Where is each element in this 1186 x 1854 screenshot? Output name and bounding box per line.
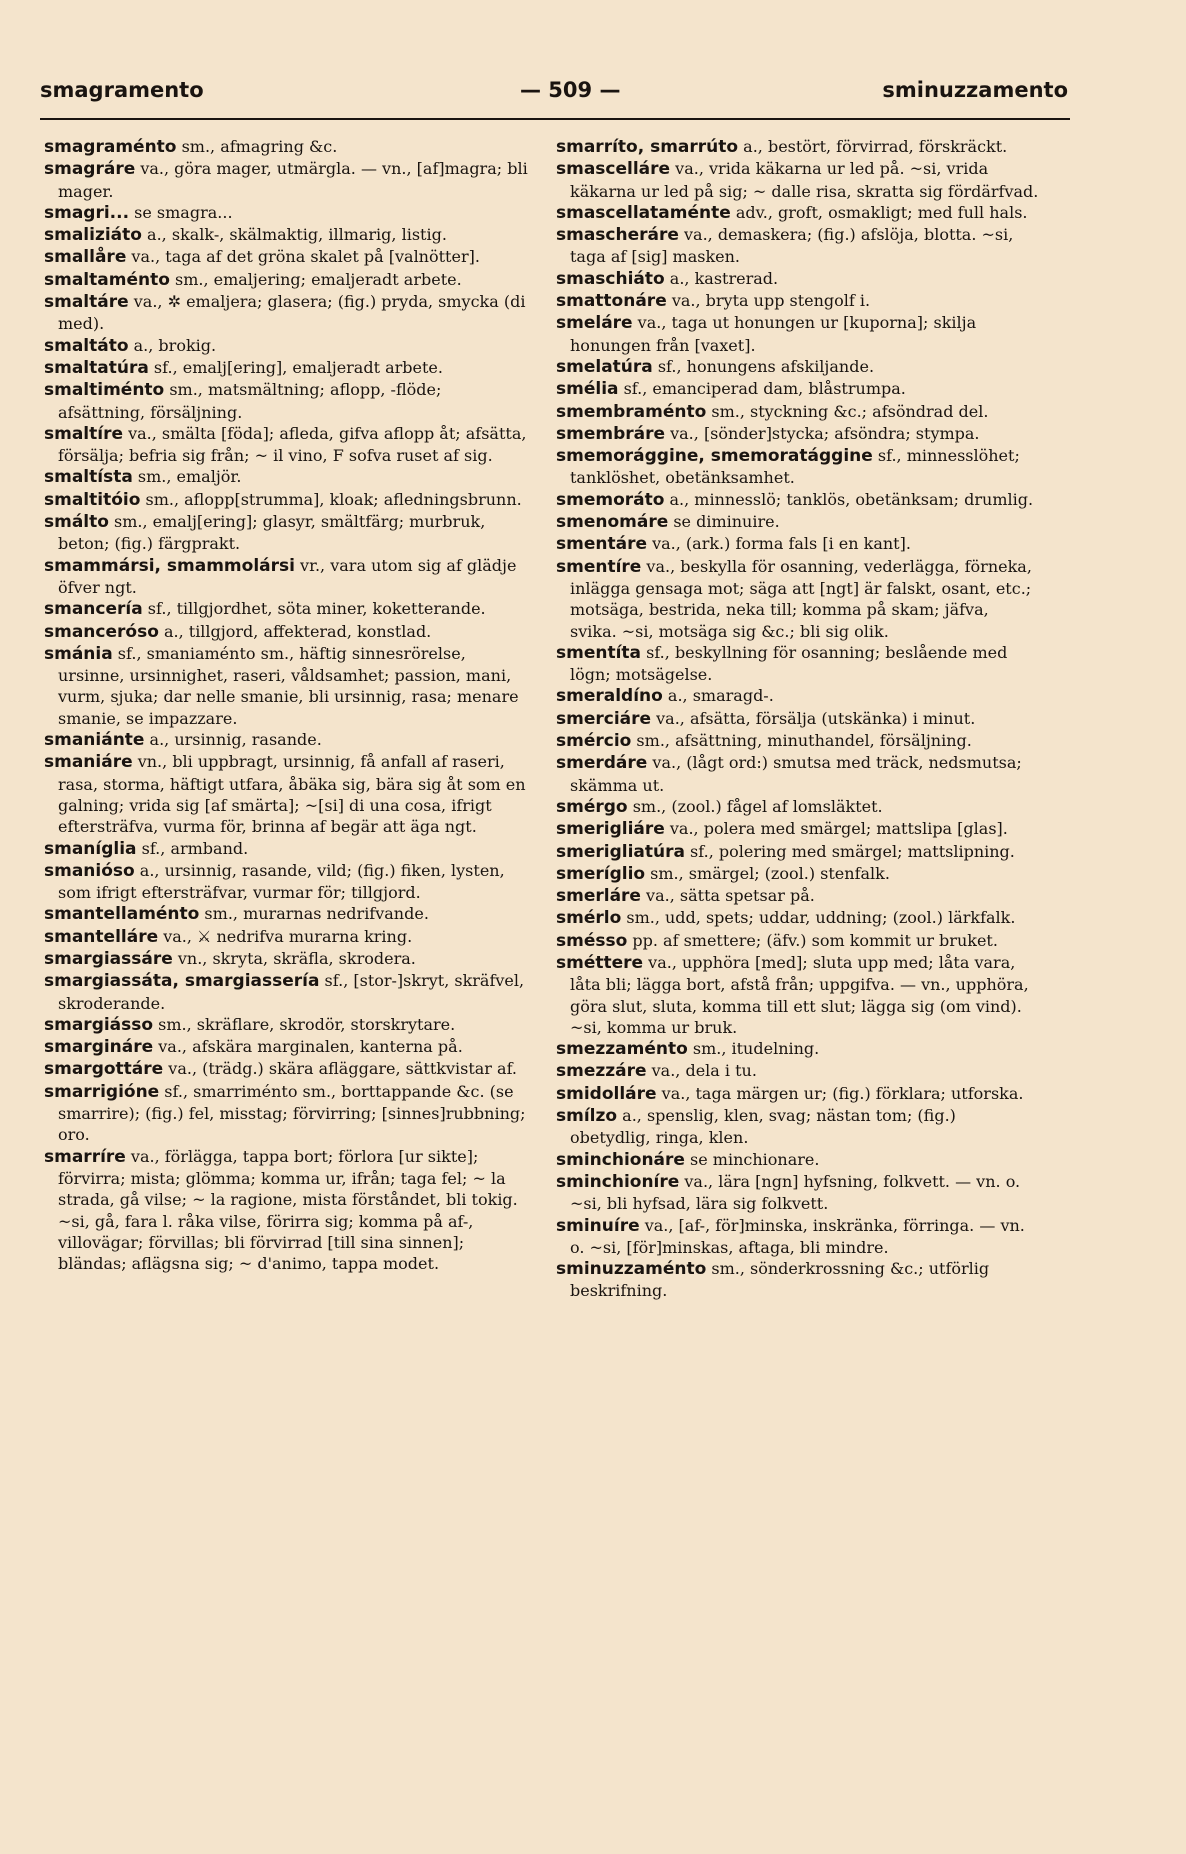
dictionary-entry bbox=[44, 423, 528, 467]
entry-definition: va., taga märgen ur; (fig.) förklara; utforska. bbox=[656, 1083, 1024, 1103]
entry-definition: sf., smaniaménto sm., häftig sinnesrörelse, ursinne, ursinnighet, raseri, våldsamhet; passion, mani, vurm, sjuka; dar nelle smanie, bli ursinnig, rasa; menare smanie, se impazzare. bbox=[58, 643, 519, 728]
dictionary-entry bbox=[44, 291, 528, 335]
dictionary-entry bbox=[556, 1215, 1040, 1259]
entry-headword: smerláre bbox=[556, 886, 641, 907]
entry-definition: va., (lågt ord:) smutsa med träck, nedsmutsa; skämma ut. bbox=[570, 753, 1022, 795]
entry-headword: smargiásso bbox=[44, 1014, 154, 1035]
entry-headword: smaltitóio bbox=[44, 489, 141, 510]
entry-definition: va., afskära marginalen, kanterna på. bbox=[153, 1037, 463, 1057]
entry-headword: smésso bbox=[556, 930, 628, 951]
entry-headword: smaníglia bbox=[44, 838, 137, 859]
dictionary-entry bbox=[556, 511, 1040, 533]
entry-definition: adv., groft, osmakligt; med full hals. bbox=[730, 202, 1028, 222]
entry-definition: sf., honungens afskiljande. bbox=[652, 356, 875, 376]
entry-definition: va., ✲ emaljera; glasera; (fig.) pryda, smycka (di med). bbox=[58, 292, 526, 334]
dictionary-entry bbox=[44, 1036, 528, 1058]
dictionary-entry bbox=[44, 1146, 528, 1275]
entry-headword: smerigliáre bbox=[556, 819, 665, 840]
dictionary-entry bbox=[44, 379, 528, 423]
dictionary-entry bbox=[556, 158, 1040, 202]
dictionary-entry bbox=[44, 466, 528, 488]
dictionary-entry bbox=[44, 136, 528, 158]
entry-definition: se minchionare. bbox=[684, 1149, 820, 1169]
dictionary-entry bbox=[556, 556, 1040, 642]
entry-definition: sf., emanciperad dam, blåstrumpa. bbox=[618, 379, 906, 399]
entry-headword: smezzaménto bbox=[556, 1039, 688, 1060]
entry-headword: smaltaménto bbox=[44, 269, 170, 290]
entry-definition: va., förlägga, tappa bort; förlora [ur sikte]; förvirra; mista; glömma; komma ur, ifrån; taga fel; ~ la strada, gå vilse; ~ la ragione, mista förståndet, bli tokig. ~si, gå, fara l. råka vilse, förirra sig; komma på af-, villovägar; förvillas; bli förvirrad [till sina sinnen]; bländas; aflägsna sig; ~ d'animo, tappa modet. bbox=[58, 1146, 518, 1274]
entry-definition: sm., itudelning. bbox=[687, 1039, 820, 1059]
dictionary-entry bbox=[556, 1060, 1040, 1082]
entry-definition: sm., (zool.) fågel af lomsläktet. bbox=[627, 796, 883, 816]
entry-definition: va., taga ut honungen ur [kuporna]; skilja honungen från [vaxet]. bbox=[570, 313, 977, 355]
entry-headword: smerigliatúra bbox=[556, 841, 685, 862]
entry-definition: sm., matsmältning; aflopp, -flöde; afsättning, försäljning. bbox=[58, 380, 442, 422]
dictionary-entry bbox=[44, 1058, 528, 1080]
entry-definition: a., skalk-, skälmaktig, illmarig, listig. bbox=[141, 225, 447, 245]
entry-headword: smantellaménto bbox=[44, 904, 200, 925]
dictionary-entry bbox=[44, 926, 528, 948]
entry-definition: sf., armband. bbox=[136, 838, 249, 858]
entry-headword: smeríglio bbox=[556, 863, 646, 884]
dictionary-entry bbox=[556, 796, 1040, 818]
entry-definition: va., (trädg.) skära afläggare, sättkvistar af. bbox=[163, 1059, 517, 1079]
entry-definition: sm., murarnas nedrifvande. bbox=[199, 904, 429, 924]
entry-headword: smaltísta bbox=[44, 467, 133, 488]
dictionary-entry bbox=[44, 224, 528, 246]
entry-definition: a., bestört, förvirrad, förskräckt. bbox=[738, 137, 1008, 156]
dictionary-entry bbox=[556, 489, 1040, 511]
entry-definition: sm., skräflare, skrodör, storskrytare. bbox=[153, 1014, 456, 1034]
entry-definition: sm., styckning &c.; afsöndrad del. bbox=[706, 401, 989, 421]
entry-definition: sm., udd, spets; uddar, uddning; (zool.) lärkfalk. bbox=[621, 908, 1016, 928]
dictionary-entry bbox=[556, 841, 1040, 863]
dictionary-entry bbox=[556, 290, 1040, 312]
dictionary-entry bbox=[556, 312, 1040, 356]
entry-headword: smérgo bbox=[556, 796, 628, 817]
entry-definition: a., ursinnig, rasande. bbox=[144, 730, 322, 750]
entry-headword: sminuzzaménto bbox=[556, 1259, 707, 1280]
dictionary-entry bbox=[556, 533, 1040, 555]
header-last-word: sminuzzamento bbox=[882, 78, 1068, 102]
dictionary-entry bbox=[556, 685, 1040, 707]
dictionary-entry bbox=[556, 1258, 1040, 1302]
entry-definition: vr., vara utom sig af glädje öfver ngt. bbox=[58, 555, 517, 597]
dictionary-entry bbox=[556, 378, 1040, 400]
dictionary-entry bbox=[44, 335, 528, 357]
entry-definition: va., taga af det gröna skalet på [valnötter]. bbox=[126, 247, 480, 267]
entry-definition: va., lära [ngn] hyfsning, folkvett. — vn. o. ~si, bli hyfsad, lära sig folkvett. bbox=[570, 1171, 1021, 1214]
entry-definition: va., afsätta, försälja (utskänka) i minut. bbox=[651, 708, 976, 728]
entry-headword: smérlo bbox=[556, 908, 622, 929]
entry-headword: smemorággine, smemoratággine bbox=[556, 446, 873, 467]
entry-headword: smeraldíno bbox=[556, 686, 663, 707]
dictionary-entry bbox=[44, 158, 528, 202]
dictionary-entry bbox=[556, 224, 1040, 268]
entry-headword: smílzo bbox=[556, 1106, 618, 1127]
entry-headword: smanceróso bbox=[44, 621, 159, 642]
entry-headword: smemoráto bbox=[556, 489, 665, 510]
dictionary-entry bbox=[556, 1083, 1040, 1105]
dictionary-entry bbox=[556, 445, 1040, 489]
dictionary-entry bbox=[556, 642, 1040, 686]
entry-definition: a., brokig. bbox=[128, 335, 217, 355]
entry-definition: sf., beskyllning för osanning; beslående med lögn; motsägelse. bbox=[570, 642, 1008, 685]
entry-headword: smaltatúra bbox=[44, 357, 149, 378]
entry-headword: smálto bbox=[44, 512, 109, 533]
entry-headword: smagráre bbox=[44, 159, 136, 180]
entry-headword: smezzáre bbox=[556, 1061, 647, 1082]
dictionary-entry bbox=[44, 269, 528, 291]
dictionary-entry bbox=[556, 1038, 1040, 1060]
entry-headword: smidolláre bbox=[556, 1083, 657, 1104]
entry-definition: pp. af smettere; (äfv.) som kommit ur bruket. bbox=[627, 930, 998, 950]
dictionary-entry bbox=[556, 136, 1040, 158]
header-rule bbox=[40, 118, 1070, 120]
entry-definition: va., demaskera; (fig.) afslöja, blotta. ~si, taga af [sig] masken. bbox=[570, 225, 1014, 267]
entry-definition: a., ursinnig, rasande, vild; (fig.) fiken, lysten, som ifrigt eftersträfvar, vurmar för; tillgjord. bbox=[58, 860, 505, 903]
entry-definition: vn., bli uppbragt, ursinnig, få anfall af raseri, rasa, storma, häftigt utfara, åbäka sig, bära sig åt som en galning; vrida sig [af smärta]; ~[si] di una cosa, ifrigt eftersträfva, vurma för, brinna af begär att äga ngt. bbox=[58, 752, 526, 837]
dictionary-entry bbox=[556, 423, 1040, 445]
page-number: — 509 — bbox=[520, 78, 621, 102]
dictionary-entry bbox=[44, 246, 528, 268]
entry-definition: a., smaragd-. bbox=[662, 686, 774, 706]
dictionary-entry bbox=[556, 818, 1040, 840]
entry-headword: smarríre bbox=[44, 1146, 126, 1167]
dictionary-entry bbox=[44, 598, 528, 620]
entry-headword: smércio bbox=[556, 731, 632, 752]
dictionary-entry bbox=[556, 930, 1040, 952]
entry-definition: sm., emalj[ering]; glasyr, smältfärg; murbruk, beton; (fig.) färgprakt. bbox=[58, 512, 486, 554]
entry-definition: va., vrida käkarna ur led på. ~si, vrida käkarna ur led på sig; ~ dalle risa, skratta sig fördärfvad. bbox=[570, 159, 1039, 201]
entry-headword: sméttere bbox=[556, 952, 644, 973]
entry-definition: sf., polering med smärgel; mattslipning. bbox=[684, 841, 1015, 861]
entry-headword: smarríto, smarrúto bbox=[556, 137, 739, 157]
entry-definition: sm., aflopp[strumma], kloak; afledningsbrunn. bbox=[140, 489, 522, 509]
page-header bbox=[40, 76, 1068, 110]
dictionary-entry bbox=[556, 907, 1040, 929]
entry-headword: smembraménto bbox=[556, 401, 707, 422]
entry-definition: va., sätta spetsar på. bbox=[640, 886, 815, 906]
entry-headword: smargiassáta, smargiassería bbox=[44, 971, 320, 992]
left-column bbox=[44, 136, 528, 1274]
dictionary-entry bbox=[556, 1171, 1040, 1215]
entry-headword: smaltiménto bbox=[44, 380, 165, 401]
entry-headword: smaniánte bbox=[44, 730, 145, 751]
dictionary-entry bbox=[44, 511, 528, 555]
entry-definition: sf., [stor-]skryt, skräfvel, skroderande. bbox=[58, 971, 525, 1013]
entry-definition: a., tillgjord, affekterad, konstlad. bbox=[158, 621, 432, 641]
dictionary-entry bbox=[44, 860, 528, 904]
entry-headword: smaniáre bbox=[44, 752, 133, 773]
entry-headword: smascellataménte bbox=[556, 202, 731, 223]
entry-headword: smentíre bbox=[556, 556, 642, 577]
entry-headword: smantelláre bbox=[44, 926, 159, 947]
entry-headword: smaltáre bbox=[44, 292, 129, 313]
entry-headword: smentíta bbox=[556, 642, 642, 663]
entry-definition: sm., smärgel; (zool.) stenfalk. bbox=[645, 863, 890, 883]
entry-headword: smallåre bbox=[44, 247, 127, 268]
entry-headword: smagri... bbox=[44, 202, 130, 223]
entry-definition: a., minnesslö; tanklös, obetänksam; drumlig. bbox=[664, 489, 1034, 509]
dictionary-entry bbox=[44, 903, 528, 925]
entry-headword: smélia bbox=[556, 379, 619, 400]
dictionary-entry bbox=[556, 268, 1040, 290]
dictionary-entry bbox=[556, 1105, 1040, 1149]
entry-headword: smaschiáto bbox=[556, 268, 665, 289]
entry-headword: smerdáre bbox=[556, 753, 648, 774]
dictionary-entry bbox=[44, 970, 528, 1014]
entry-definition: va., polera med smärgel; mattslipa [glas]. bbox=[664, 819, 1008, 839]
entry-definition: sf., minnesslöhet; tanklöshet, obetänksamhet. bbox=[570, 446, 1020, 488]
entry-definition: va., dela i tu. bbox=[646, 1061, 757, 1081]
dictionary-entry bbox=[44, 948, 528, 970]
dictionary-entry bbox=[556, 952, 1040, 1038]
dictionary-entry bbox=[556, 202, 1040, 224]
entry-definition: sm., emaljering; emaljeradt arbete. bbox=[169, 269, 462, 289]
dictionary-entry bbox=[556, 356, 1040, 378]
entry-definition: a., kastrerad. bbox=[664, 268, 779, 288]
entry-definition: a., spenslig, klen, svag; nästan tom; (fig.) obetydlig, ringa, klen. bbox=[570, 1106, 956, 1148]
entry-headword: sminchioníre bbox=[556, 1171, 680, 1192]
dictionary-entry bbox=[44, 838, 528, 860]
entry-definition: se diminuire. bbox=[668, 512, 780, 532]
dictionary-entry bbox=[556, 863, 1040, 885]
entry-headword: smargiassáre bbox=[44, 948, 173, 969]
entry-headword: smaliziáto bbox=[44, 225, 142, 246]
entry-definition: sf., emalj[ering], emaljeradt arbete. bbox=[148, 357, 443, 377]
entry-headword: smagraménto bbox=[44, 137, 177, 157]
entry-headword: smargottáre bbox=[44, 1059, 164, 1080]
entry-definition: va., ⚔ nedrifva murarna kring. bbox=[158, 926, 413, 946]
dictionary-entry bbox=[556, 708, 1040, 730]
entry-definition: va., göra mager, utmärgla. — vn., [af]magra; bli mager. bbox=[58, 159, 528, 201]
entry-headword: smanióso bbox=[44, 860, 135, 881]
dictionary-entry bbox=[44, 1081, 528, 1146]
entry-definition: sf., tillgjordhet, söta miner, koketterande. bbox=[142, 599, 486, 619]
entry-headword: smeláre bbox=[556, 313, 633, 334]
dictionary-entry bbox=[556, 401, 1040, 423]
entry-headword: smelatúra bbox=[556, 356, 653, 377]
header-first-word: smagramento bbox=[40, 78, 204, 102]
entry-headword: smembráre bbox=[556, 423, 666, 444]
entry-definition: va., [af-, för]minska, inskränka, förringa. — vn. o. ~si, [för]minskas, aftaga, bli mindre. bbox=[570, 1215, 1025, 1257]
entry-headword: smammársi, smammolársi bbox=[44, 555, 295, 576]
dictionary-entry bbox=[44, 621, 528, 643]
entry-definition: va., (ark.) forma fals [i en kant]. bbox=[646, 534, 911, 554]
entry-headword: smattonáre bbox=[556, 291, 667, 312]
entry-headword: smancería bbox=[44, 599, 143, 620]
entry-headword: smerciáre bbox=[556, 708, 652, 729]
entry-definition: sm., sönderkrossning &c.; utförlig beskrifning. bbox=[570, 1259, 990, 1301]
dictionary-entry bbox=[44, 729, 528, 751]
dictionary-entry bbox=[44, 643, 528, 729]
dictionary-entry bbox=[44, 357, 528, 379]
entry-headword: smascheráre bbox=[556, 225, 679, 246]
entry-headword: smentáre bbox=[556, 534, 647, 555]
entry-definition: sm., afmagring &c. bbox=[176, 137, 338, 156]
dictionary-entry bbox=[44, 489, 528, 511]
entry-headword: sminchionáre bbox=[556, 1149, 685, 1170]
entry-headword: smánia bbox=[44, 643, 113, 664]
dictionary-entry bbox=[556, 885, 1040, 907]
entry-headword: smaltáto bbox=[44, 335, 129, 356]
entry-headword: sminuíre bbox=[556, 1215, 640, 1236]
entry-headword: smargináre bbox=[44, 1037, 154, 1058]
dictionary-entry bbox=[556, 752, 1040, 796]
dictionary-entry bbox=[44, 555, 528, 599]
entry-headword: smarrigióne bbox=[44, 1081, 160, 1102]
entry-headword: smenomáre bbox=[556, 512, 669, 533]
right-column bbox=[556, 136, 1040, 1302]
dictionary-entry bbox=[44, 202, 528, 224]
entry-definition: se smagra... bbox=[129, 202, 233, 222]
entry-headword: smaltíre bbox=[44, 423, 123, 444]
entry-definition: sf., smarriménto sm., borttappande &c. (se smarrire); (fig.) fel, misstag; förvirring; [sinnes]rubbning; oro. bbox=[58, 1081, 526, 1145]
entry-definition: va., smälta [föda]; afleda, gifva aflopp åt; afsätta, försälja; befria sig från; ~ il vino, F sofva ruset af sig. bbox=[58, 423, 527, 466]
entry-definition: vn., skryta, skräfla, skrodera. bbox=[172, 948, 416, 968]
entry-definition: va., [sönder]stycka; afsöndra; stympa. bbox=[665, 423, 980, 443]
dictionary-entry bbox=[556, 1149, 1040, 1171]
dictionary-entry bbox=[44, 751, 528, 837]
entry-definition: sm., emaljör. bbox=[132, 467, 242, 487]
dictionary-entry bbox=[44, 1014, 528, 1036]
entry-headword: smascelláre bbox=[556, 159, 671, 180]
entry-definition: va., beskylla för osanning, vederlägga, förneka, inlägga gensaga mot; säga att [ngt] är falskt, osant, etc.; motsäga, bestrida, neka till; komma på skam; jäfva, svika. ~si, motsäga sig &c.; bli sig olik. bbox=[570, 556, 1032, 641]
entry-definition: va., bryta upp stengolf i. bbox=[666, 291, 871, 311]
entry-definition: sm., afsättning, minuthandel, försäljning. bbox=[631, 731, 972, 751]
dictionary-entry bbox=[556, 730, 1040, 752]
entry-definition: va., upphöra [med]; sluta upp med; låta vara, låta bli; lägga bort, afstå från; uppgifva. — vn., upphöra, göra slut, sluta, komma till ett slut; lägga sig (om vind). ~si, komma ur bruk. bbox=[570, 952, 1029, 1037]
